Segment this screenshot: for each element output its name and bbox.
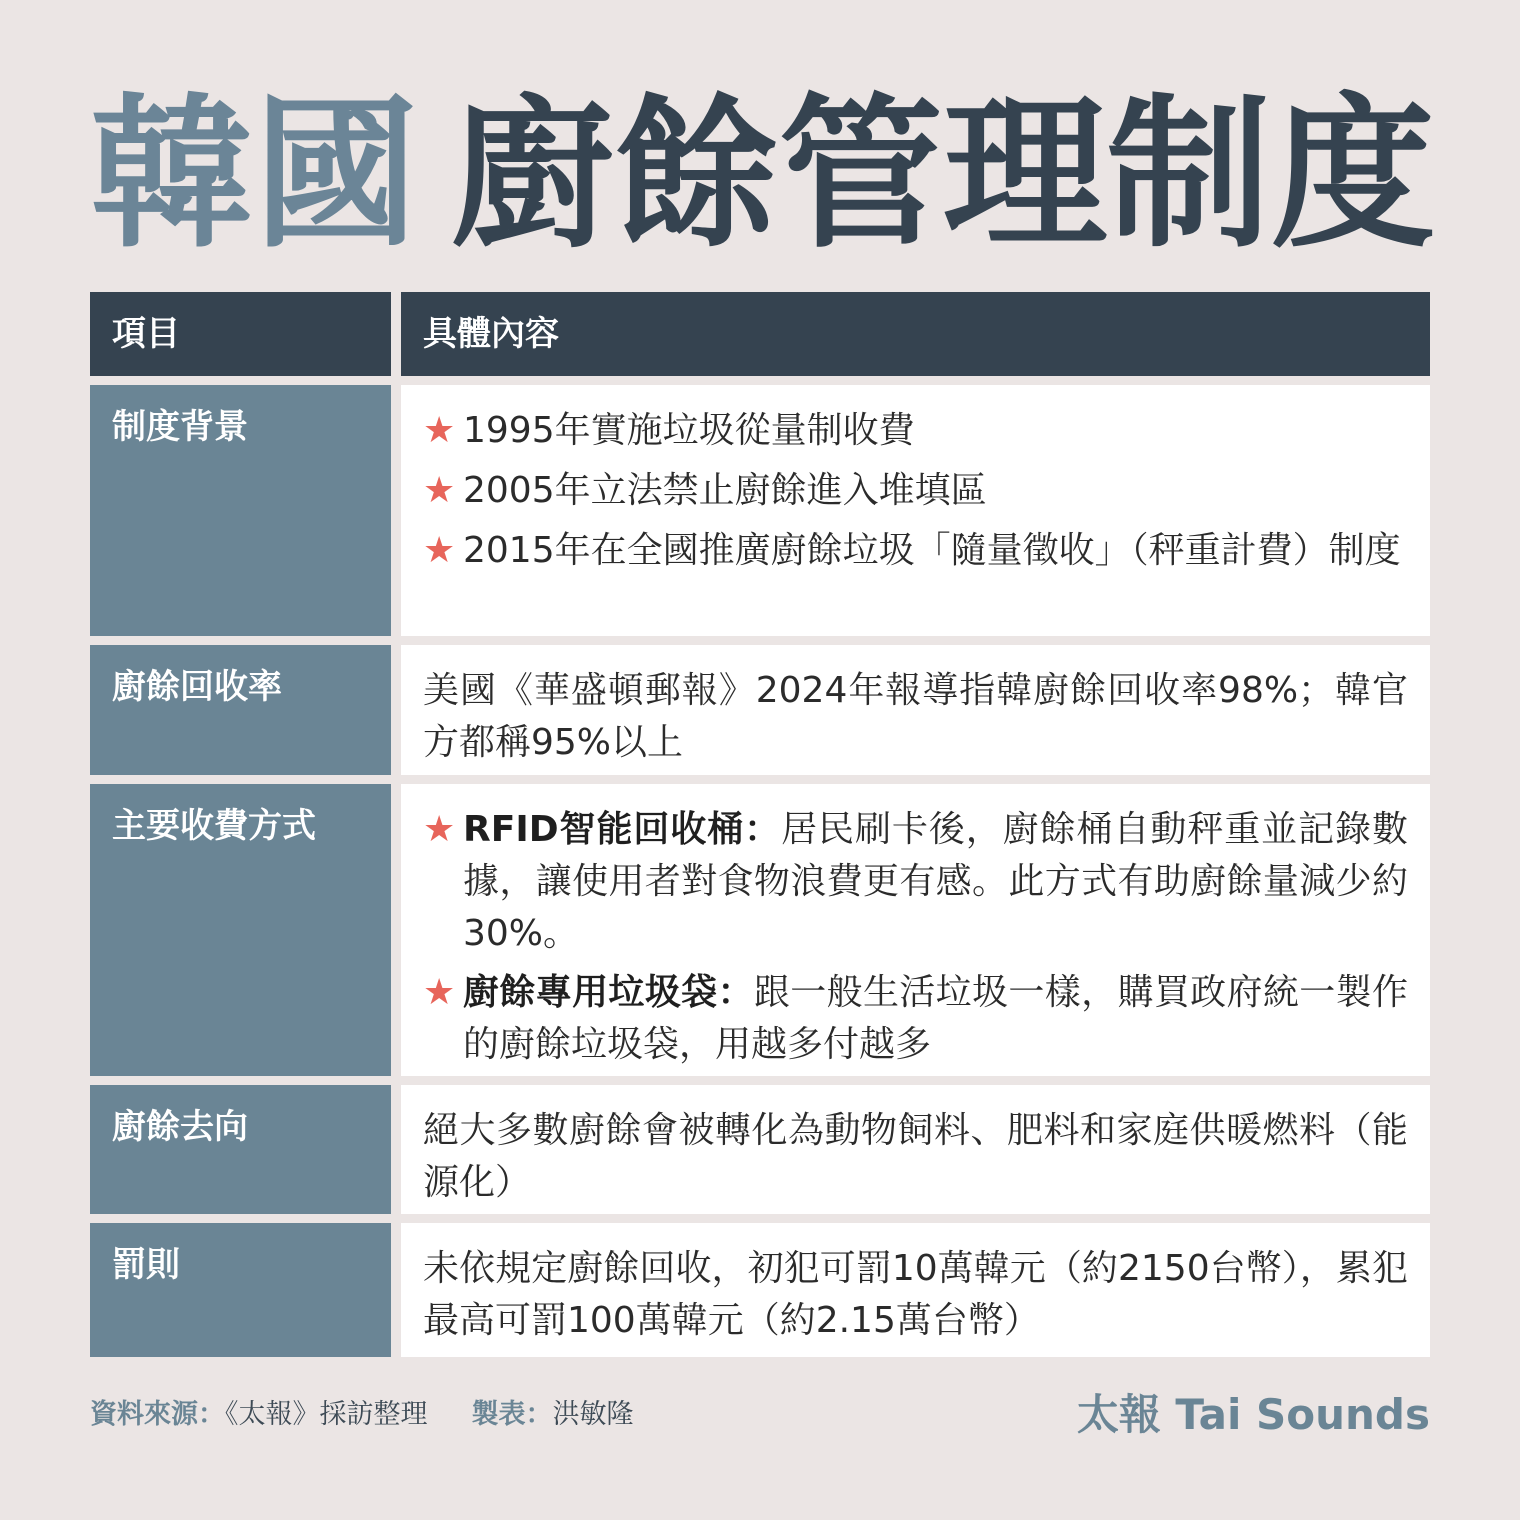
star-icon: ★ (423, 972, 456, 1014)
title-accent: 韓國 (90, 79, 419, 270)
maker-value: 洪敏隆 (552, 1399, 634, 1430)
maker-label: 製表： (471, 1399, 553, 1430)
bullet-text: 1995年實施垃圾從量制收費 (463, 410, 915, 451)
bullet-body: 居民刷卡後，廚餘桶自動秤重並記錄數據，讓使用者對食物浪費更有感。此方式有助廚餘量減少約30%。 (463, 809, 1408, 954)
row-content-destination: 絕大多數廚餘會被轉化為動物飼料、肥料和家庭供暖燃料（能源化） (401, 1085, 1430, 1214)
bullet-lead: RFID智能回收桶： (463, 809, 782, 850)
row-label-destination: 廚餘去向 (90, 1085, 391, 1214)
header-col-content: 具體內容 (401, 292, 1430, 376)
star-icon: ★ (423, 529, 456, 571)
row-content-penalty: 未依規定廚餘回收，初犯可罰10萬韓元（約2150台幣），累犯最高可罰100萬韓元（約2.15萬台幣） (401, 1223, 1430, 1357)
table-header-row (90, 292, 1430, 376)
footer-credits (90, 1392, 634, 1431)
star-icon: ★ (423, 469, 456, 511)
list-item (423, 405, 1408, 457)
row-label-recycle-rate: 廚餘回收率 (90, 645, 391, 775)
brand-logo: 太報 Tai Sounds (1076, 1390, 1430, 1439)
row-label-penalty: 罰則 (90, 1223, 391, 1357)
list-item (423, 804, 1408, 959)
row-label-background: 制度背景 (90, 385, 391, 636)
bullet-lead: 廚餘專用垃圾袋： (463, 972, 754, 1014)
row-content-charging-method (401, 784, 1430, 1076)
table-row (90, 1085, 1430, 1214)
list-item (423, 525, 1408, 577)
list-item (423, 967, 1408, 1071)
table-row (90, 784, 1430, 1076)
title-main: 廚餘管理制度 (450, 79, 1435, 270)
star-icon: ★ (423, 809, 456, 850)
bullet-text (463, 804, 1408, 959)
table-row (90, 645, 1430, 775)
page-title (90, 80, 1435, 270)
row-content-background (401, 385, 1430, 636)
list-item (423, 465, 1408, 517)
source-value: 《太報》採訪整理 (225, 1399, 428, 1430)
policy-table (90, 292, 1430, 1366)
bullet-text (463, 967, 1408, 1071)
bullet-text: 2015年在全國推廣廚餘垃圾「隨量徵收」（秤重計費）制度 (463, 529, 1401, 571)
bullet-text: 2005年立法禁止廚餘進入堆填區 (463, 469, 987, 511)
row-content-recycle-rate: 美國《華盛頓郵報》2024年報導指韓廚餘回收率98%；韓官方都稱95%以上 (401, 645, 1430, 775)
table-row (90, 385, 1430, 636)
source-label: 資料來源： (90, 1399, 225, 1430)
table-row (90, 1223, 1430, 1357)
row-label-charging-method: 主要收費方式 (90, 784, 391, 1076)
star-icon: ★ (423, 410, 456, 451)
header-col-item: 項目 (90, 292, 391, 376)
bullet-body: 跟一般生活垃圾一樣，購買政府統一製作的廚餘垃圾袋，用越多付越多 (463, 972, 1408, 1066)
